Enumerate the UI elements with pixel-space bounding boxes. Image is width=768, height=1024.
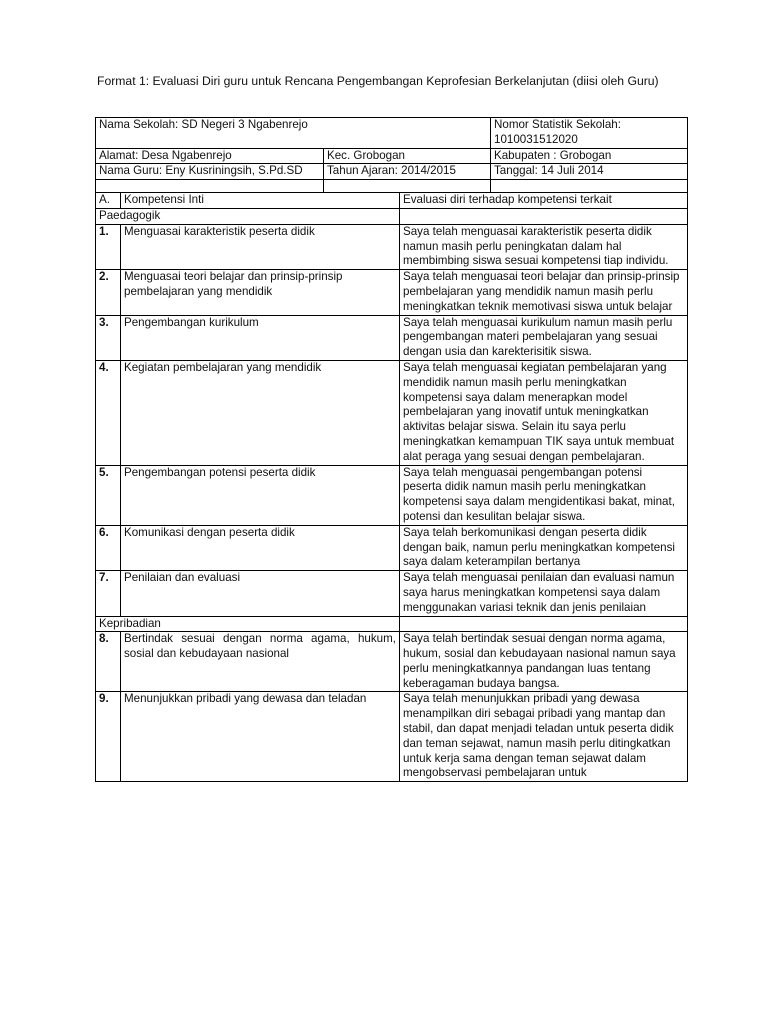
column-header-evaluation: Evaluasi diri terhadap kompetensi terkait — [400, 193, 688, 209]
competency-row — [96, 525, 688, 570]
blank-row — [96, 180, 688, 193]
section-title: Kepribadian — [96, 616, 400, 632]
blank-cell — [96, 180, 324, 193]
competency-text: Pengembangan potensi peserta didik — [121, 465, 400, 525]
competency-text: Penilaian dan evaluasi — [121, 571, 400, 616]
competency-text: Menguasai karakteristik peserta didik — [121, 224, 400, 269]
column-header-competency: Kompetensi Inti — [121, 193, 400, 209]
competency-row — [96, 315, 688, 360]
section-header-row — [96, 616, 688, 632]
evaluation-text: Saya telah bertindak sesuai dengan norma agama, hukum, sosial dan kebudayaan nasional namun saya perlu meningkatkannya pandangan luas tentang keberagaman budaya bangsa. — [400, 632, 688, 692]
column-header-number: A. — [96, 193, 121, 209]
competency-number: 9. — [96, 692, 121, 782]
district-cell: Kec. Grobogan — [324, 148, 491, 164]
competency-sections — [96, 208, 688, 781]
competency-row — [96, 632, 688, 692]
competency-text: Menunjukkan pribadi yang dewasa dan teladan — [121, 692, 400, 782]
competency-number: 5. — [96, 465, 121, 525]
academic-year-cell: Tahun Ajaran: 2014/2015 — [324, 164, 491, 180]
date-cell: Tanggal: 14 Juli 2014 — [491, 164, 688, 180]
evaluation-text: Saya telah menguasai teori belajar dan prinsip-prinsip pembelajaran yang mendidik namun masih perlu meningkatkan teknik memotivasi siswa untuk belajar — [400, 270, 688, 315]
document-title: Format 1: Evaluasi Diri guru untuk Rencana Pengembangan Keprofesian Berkelanjutan (diisi oleh Guru) — [97, 74, 659, 88]
section-header-row — [96, 208, 688, 224]
blank-cell — [324, 180, 491, 193]
evaluation-text: Saya telah menguasai pengembangan potensi peserta didik namun masih perlu meningkatkan kompetensi saya dalam mengidentikasi bakat, minat, potensi dan kesulitan belajar siswa. — [400, 465, 688, 525]
blank-cell — [491, 180, 688, 193]
competency-number: 7. — [96, 571, 121, 616]
competency-text: Menguasai teori belajar dan prinsip-prinsip pembelajaran yang mendidik — [121, 270, 400, 315]
competency-row — [96, 465, 688, 525]
evaluation-text: Saya telah menguasai karakteristik peserta didik namun masih perlu peningkatan dalam hal membimbing siswa sesuai kompetensi tiap individu. — [400, 224, 688, 269]
teacher-row — [96, 164, 688, 180]
competency-number: 8. — [96, 632, 121, 692]
teacher-name-cell: Nama Guru: Eny Kusriningsih, S.Pd.SD — [96, 164, 324, 180]
section-title-blank — [400, 616, 688, 632]
competency-number: 3. — [96, 315, 121, 360]
column-header-row — [96, 193, 688, 209]
school-stat-number-cell: Nomor Statistik Sekolah: 1010031512020 — [491, 118, 688, 149]
evaluation-text: Saya telah menguasai kegiatan pembelajaran yang mendidik namun masih perlu meningkatkan kompetensi saya dalam menerapkan model pembelajaran yang inovatif untuk meningkatkan aktivitas belajar siswa. Selain itu saya perlu meningkatkan kemampuan TIK saya untuk membuat alat peraga yang sesuai dengan pembelajaran. — [400, 360, 688, 465]
competency-number: 6. — [96, 525, 121, 570]
section-title-blank — [400, 208, 688, 224]
competency-number: 1. — [96, 224, 121, 269]
competency-number: 4. — [96, 360, 121, 465]
competency-text: Komunikasi dengan peserta didik — [121, 525, 400, 570]
competency-row — [96, 360, 688, 465]
address-row — [96, 148, 688, 164]
section-title: Paedagogik — [96, 208, 400, 224]
competency-text: Pengembangan kurikulum — [121, 315, 400, 360]
evaluation-text: Saya telah menunjukkan pribadi yang dewasa menampilkan diri sebagai pribadi yang mantap dan stabil, dan dapat menjadi teladan untuk peserta didik dan teman sejawat, namun masih perlu ditingkatkan untuk kerja sama dengan teman sejawat dalam mengobservasi pembelajaran untuk — [400, 692, 688, 782]
header-block — [96, 118, 688, 209]
school-row — [96, 118, 688, 149]
regency-cell: Kabupaten : Grobogan — [491, 148, 688, 164]
school-name-cell: Nama Sekolah: SD Negeri 3 Ngabenrejo — [96, 118, 491, 149]
competency-row — [96, 224, 688, 269]
evaluation-form-table — [95, 117, 688, 782]
competency-text: Bertindak sesuai dengan norma agama, hukum, sosial dan kebudayaan nasional — [121, 632, 400, 692]
evaluation-text: Saya telah menguasai penilaian dan evaluasi namun saya harus meningkatkan kompetensi saya dalam menggunakan variasi teknik dan jenis penilaian — [400, 571, 688, 616]
address-cell: Alamat: Desa Ngabenrejo — [96, 148, 324, 164]
evaluation-text: Saya telah berkomunikasi dengan peserta didik dengan baik, namun perlu meningkatkan kompetensi saya dalam keterampilan bertanya — [400, 525, 688, 570]
evaluation-text: Saya telah menguasai kurikulum namun masih perlu pengembangan materi pembelajaran yang sesuai dengan usia dan karekterisitik siswa. — [400, 315, 688, 360]
competency-row — [96, 571, 688, 616]
competency-row — [96, 692, 688, 782]
competency-number: 2. — [96, 270, 121, 315]
competency-row — [96, 270, 688, 315]
competency-text: Kegiatan pembelajaran yang mendidik — [121, 360, 400, 465]
